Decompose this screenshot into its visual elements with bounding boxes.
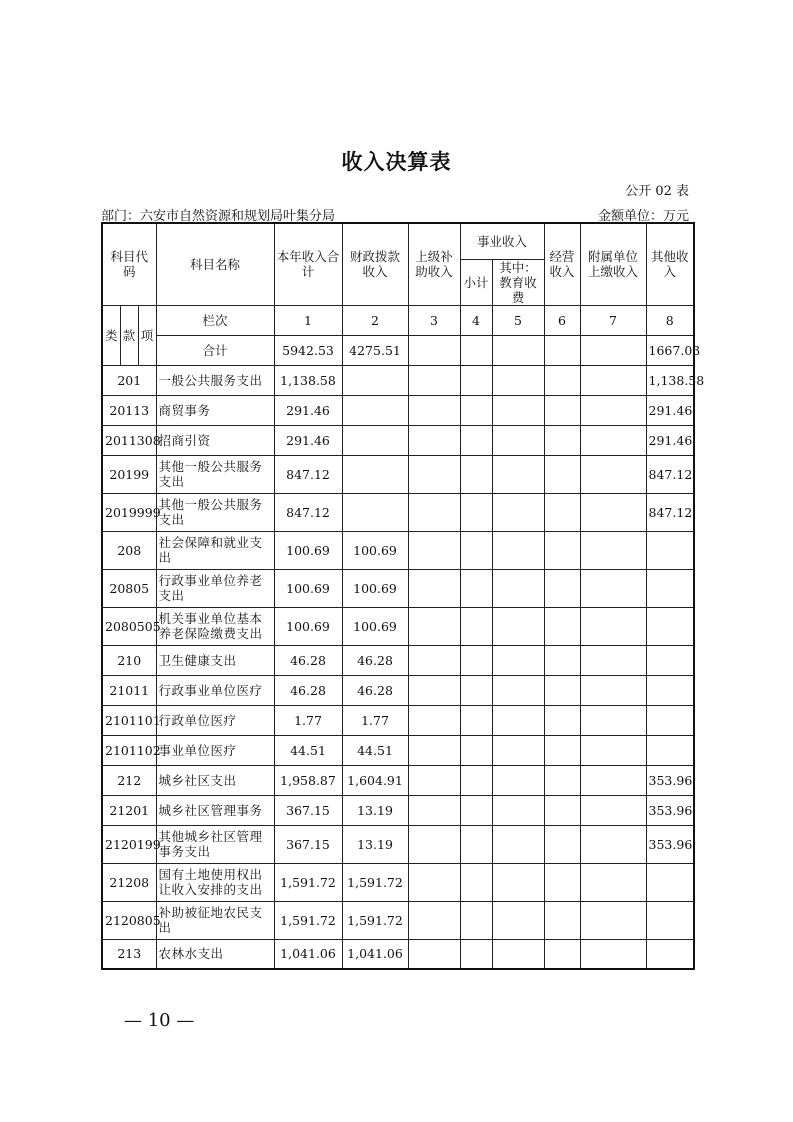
col4-header: 小计 [460, 259, 492, 305]
col2-cell [342, 425, 408, 455]
col1-cell: 1.77 [274, 705, 342, 735]
table-row [102, 425, 694, 455]
col2-cell: 1,591.72 [342, 863, 408, 901]
subject-name-cell: 补助被征地农民支出 [156, 901, 274, 939]
total-label: 合计 [156, 335, 274, 365]
col6-header: 经营收入 [544, 223, 580, 305]
subject-code-cell: 20805 [102, 569, 156, 607]
subject-code-cell: 21201 [102, 795, 156, 825]
col1-cell: 847.12 [274, 455, 342, 493]
col2-cell: 100.69 [342, 569, 408, 607]
col1-cell: 367.15 [274, 795, 342, 825]
subject-code-cell: 201 [102, 365, 156, 395]
col1-cell: 291.46 [274, 395, 342, 425]
department-label: 部门：六安市自然资源和规划局叶集分局 [101, 209, 336, 224]
subject-code-cell: 20113 [102, 395, 156, 425]
subject-name-cell: 农林水支出 [156, 939, 274, 969]
col-number: 8 [646, 305, 694, 335]
col2-cell [342, 365, 408, 395]
subject-name-cell: 机关事业单位基本养老保险缴费支出 [156, 607, 274, 645]
col2-cell [342, 493, 408, 531]
total-col1: 5942.53 [274, 335, 342, 365]
col8-cell [646, 863, 694, 901]
table-row [102, 675, 694, 705]
subject-name-cell: 行政单位医疗 [156, 705, 274, 735]
subject-code-cell: 210 [102, 645, 156, 675]
table-row [102, 645, 694, 675]
table-row [102, 365, 694, 395]
col7-header: 附属单位上缴收入 [580, 223, 646, 305]
col8-cell: 847.12 [646, 493, 694, 531]
col8-cell: 1,138.58 [646, 365, 694, 395]
subject-code-cell: 2120199 [102, 825, 156, 863]
col1-cell: 1,138.58 [274, 365, 342, 395]
col8-cell: 353.96 [646, 795, 694, 825]
col-number: 5 [492, 305, 544, 335]
total-col8: 1667.03 [646, 335, 694, 365]
subject-code-cell: 208 [102, 531, 156, 569]
col1-cell: 367.15 [274, 825, 342, 863]
table-row [102, 901, 694, 939]
subject-name-cell: 一般公共服务支出 [156, 365, 274, 395]
col2-cell: 1,041.06 [342, 939, 408, 969]
table-row [102, 863, 694, 901]
col3-header: 上级补助收入 [408, 223, 460, 305]
col1-cell: 100.69 [274, 531, 342, 569]
subject-name-cell: 其他城乡社区管理事务支出 [156, 825, 274, 863]
subject-code-cell: 2011308 [102, 425, 156, 455]
table-row [102, 795, 694, 825]
subject-code-cell: 212 [102, 765, 156, 795]
income-table [101, 222, 705, 970]
page-number: — 10 — [124, 1010, 195, 1031]
table-row [102, 825, 694, 863]
total-col2: 4275.51 [342, 335, 408, 365]
subject-name-cell: 其他一般公共服务支出 [156, 493, 274, 531]
lanci-label: 栏次 [156, 305, 274, 335]
amount-unit-label: 金额单位：万元 [597, 209, 689, 224]
col8-cell: 847.12 [646, 455, 694, 493]
table-row [102, 455, 694, 493]
subject-name-cell: 商贸事务 [156, 395, 274, 425]
col-number: 7 [580, 305, 646, 335]
col8-cell [646, 901, 694, 939]
subject-code-header: 科目代码 [102, 223, 156, 305]
subject-name-cell: 行政事业单位医疗 [156, 675, 274, 705]
col1-cell: 1,591.72 [274, 863, 342, 901]
xiang-header: 项 [138, 305, 156, 365]
table-row [102, 705, 694, 735]
col8-cell: 291.46 [646, 395, 694, 425]
subject-code-cell: 2019999 [102, 493, 156, 531]
subject-code-cell: 2080505 [102, 607, 156, 645]
kuan-header: 款 [120, 305, 138, 365]
col8-header: 其他收入 [646, 223, 694, 305]
subject-name-cell: 卫生健康支出 [156, 645, 274, 675]
subject-code-cell: 21011 [102, 675, 156, 705]
col2-cell: 13.19 [342, 825, 408, 863]
table-row [102, 607, 694, 645]
table-row [102, 531, 694, 569]
col1-cell: 44.51 [274, 735, 342, 765]
subject-name-header: 科目名称 [156, 223, 274, 305]
col1-cell: 100.69 [274, 607, 342, 645]
col2-cell: 1.77 [342, 705, 408, 735]
col1-cell: 100.69 [274, 569, 342, 607]
subject-name-cell: 行政事业单位养老支出 [156, 569, 274, 607]
subject-code-cell: 2101102 [102, 735, 156, 765]
subject-name-cell: 国有土地使用权出让收入安排的支出 [156, 863, 274, 901]
col2-cell: 46.28 [342, 645, 408, 675]
table-row [102, 735, 694, 765]
subject-code-cell: 2120805 [102, 901, 156, 939]
form-number: 公开 02 表 [625, 184, 689, 199]
col2-cell [342, 455, 408, 493]
col2-cell: 100.69 [342, 531, 408, 569]
lei-header: 类 [102, 305, 120, 365]
col1-header: 本年收入合计 [274, 223, 342, 305]
col8-cell [646, 705, 694, 735]
table-row [102, 569, 694, 607]
col1-cell: 46.28 [274, 645, 342, 675]
subject-name-cell: 城乡社区支出 [156, 765, 274, 795]
subject-name-cell: 城乡社区管理事务 [156, 795, 274, 825]
subject-name-cell: 招商引资 [156, 425, 274, 455]
col1-cell: 291.46 [274, 425, 342, 455]
col8-cell [646, 531, 694, 569]
col-number: 4 [460, 305, 492, 335]
col1-cell: 46.28 [274, 675, 342, 705]
col2-cell [342, 395, 408, 425]
col2-cell: 1,591.72 [342, 901, 408, 939]
col5-header: 其中：教育收费 [492, 259, 544, 305]
subject-code-cell: 20199 [102, 455, 156, 493]
table-row [102, 939, 694, 969]
page-title: 收入决算表 [341, 150, 452, 174]
table-row [102, 395, 694, 425]
subject-code-cell: 213 [102, 939, 156, 969]
table-row [102, 493, 694, 531]
career-income-header: 事业收入 [460, 223, 544, 259]
col1-cell: 847.12 [274, 493, 342, 531]
subject-name-cell: 其他一般公共服务支出 [156, 455, 274, 493]
col-number: 1 [274, 305, 342, 335]
col-number: 3 [408, 305, 460, 335]
col8-cell: 353.96 [646, 825, 694, 863]
col-number: 2 [342, 305, 408, 335]
col8-cell [646, 645, 694, 675]
col8-cell [646, 569, 694, 607]
table-row [102, 765, 694, 795]
col8-cell [646, 607, 694, 645]
subject-name-cell: 事业单位医疗 [156, 735, 274, 765]
col1-cell: 1,591.72 [274, 901, 342, 939]
subject-name-cell: 社会保障和就业支出 [156, 531, 274, 569]
col8-cell [646, 675, 694, 705]
subject-code-cell: 21208 [102, 863, 156, 901]
subject-code-cell: 2101101 [102, 705, 156, 735]
col2-header: 财政拨款收入 [342, 223, 408, 305]
col8-cell [646, 735, 694, 765]
col8-cell: 291.46 [646, 425, 694, 455]
col8-cell [646, 939, 694, 969]
col2-cell: 44.51 [342, 735, 408, 765]
col-number: 6 [544, 305, 580, 335]
col2-cell: 100.69 [342, 607, 408, 645]
col2-cell: 1,604.91 [342, 765, 408, 795]
col1-cell: 1,958.87 [274, 765, 342, 795]
col1-cell: 1,041.06 [274, 939, 342, 969]
col2-cell: 13.19 [342, 795, 408, 825]
col8-cell: 353.96 [646, 765, 694, 795]
col2-cell: 46.28 [342, 675, 408, 705]
